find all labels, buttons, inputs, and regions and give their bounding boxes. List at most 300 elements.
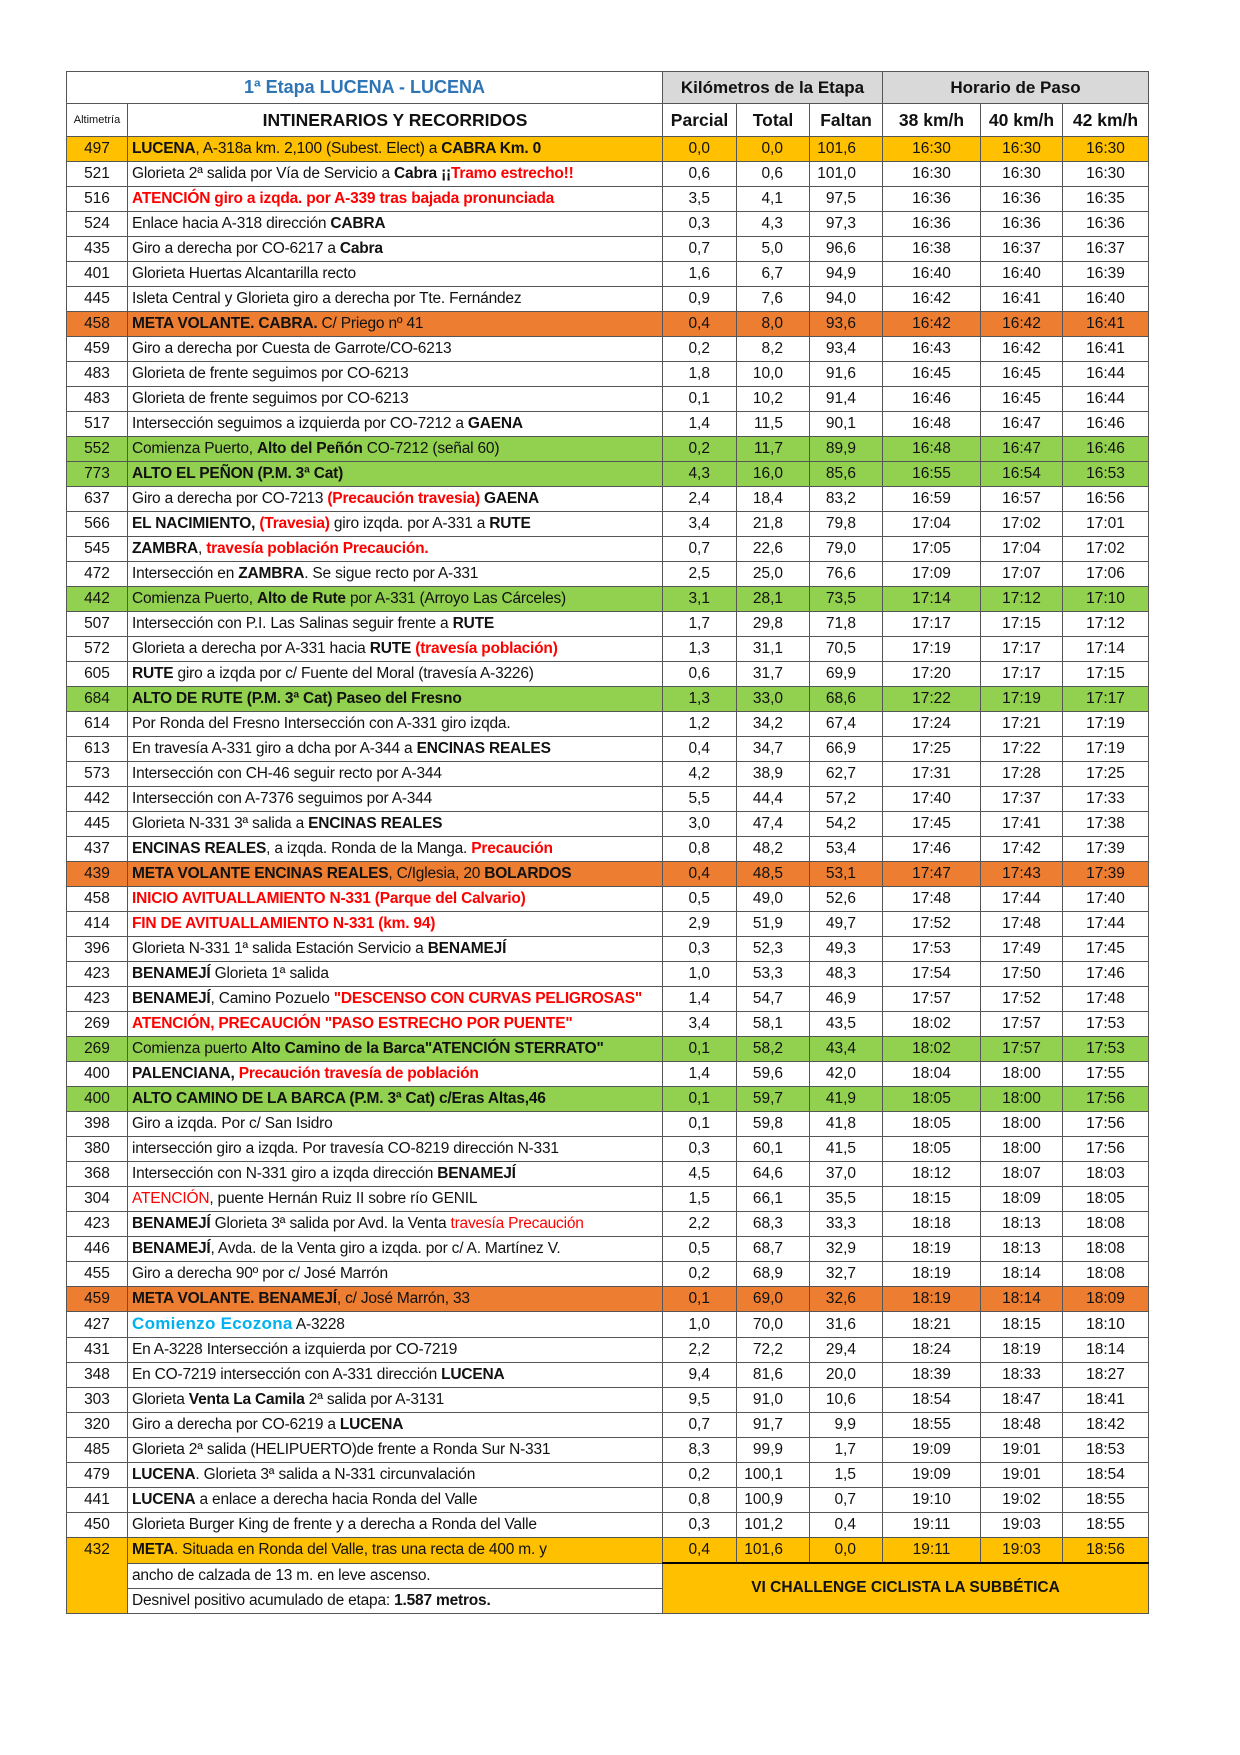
time-40-cell: 16:30 [981,137,1063,162]
description-segment: ATENCIÓN [132,1190,210,1207]
description-segment: META VOLANTE ENCINAS REALES [132,865,389,882]
total-cell: 91,0 [737,1388,810,1413]
parcial-cell: 0,7 [663,237,737,262]
description-cell [128,1187,663,1212]
description-cell [128,1012,663,1037]
description-cell [128,837,663,862]
description-segment: Giro a derecha por CO-7213 [132,490,328,507]
time-38-cell: 19:11 [883,1538,981,1564]
route-row [67,712,1149,737]
time-40-cell: 17:12 [981,587,1063,612]
route-row [67,1162,1149,1187]
total-cell: 7,6 [737,287,810,312]
time-38-cell: 17:40 [883,787,981,812]
time-40-cell: 16:36 [981,187,1063,212]
time-42-cell: 18:08 [1063,1212,1149,1237]
parcial-cell: 0,6 [663,162,737,187]
col-42kmh: 42 km/h [1063,104,1149,137]
altitude-cell: 497 [67,137,128,162]
time-38-cell: 18:05 [883,1112,981,1137]
faltan-cell: 57,2 [810,787,883,812]
route-row [67,787,1149,812]
description-cell [128,1388,663,1413]
faltan-cell: 10,6 [810,1388,883,1413]
description-segment: PALENCIANA, [132,1065,239,1082]
route-table [66,71,1149,1614]
parcial-cell: 0,3 [663,1137,737,1162]
description-segment: Glorieta N-331 1ª salida Estación Servicio a [132,940,428,957]
col-faltan: Faltan [810,104,883,137]
time-42-cell: 16:46 [1063,412,1149,437]
faltan-cell: 93,4 [810,337,883,362]
description-segment: , C/Iglesia, 20 [388,865,485,882]
description-cell [128,562,663,587]
description-segment: Giro a derecha 90º por c/ José Marrón [132,1265,388,1282]
time-42-cell: 18:14 [1063,1338,1149,1363]
route-row [67,1438,1149,1463]
parcial-cell: 1,4 [663,987,737,1012]
faltan-cell: 33,3 [810,1212,883,1237]
faltan-cell: 35,5 [810,1187,883,1212]
description-cell [128,362,663,387]
description-segment: Precaución [471,840,553,857]
time-38-cell: 18:05 [883,1137,981,1162]
faltan-cell: 79,8 [810,512,883,537]
time-42-cell: 16:41 [1063,337,1149,362]
time-42-cell: 17:19 [1063,712,1149,737]
time-42-cell: 17:01 [1063,512,1149,537]
route-row [67,312,1149,337]
description-segment: Glorieta 2ª salida por Vía de Servicio a [132,165,395,182]
parcial-cell: 4,3 [663,462,737,487]
faltan-cell: 0,0 [810,1538,883,1564]
description-segment: Intersección con P.I. Las Salinas seguir frente a [132,615,453,632]
parcial-cell: 3,4 [663,512,737,537]
description-segment: a enlace a derecha hacia Ronda del Valle [195,1491,478,1508]
altitude-cell: 401 [67,262,128,287]
time-40-cell: 17:22 [981,737,1063,762]
total-cell: 58,2 [737,1037,810,1062]
description-segment: , A-318a km. 2,100 (Subest. Elect) a [195,140,442,157]
time-40-cell: 18:19 [981,1338,1063,1363]
route-row [67,187,1149,212]
faltan-cell: 29,4 [810,1338,883,1363]
description-segment: CABRA Km. 0 [441,140,542,157]
description-segment: Cabra [339,240,383,257]
time-42-cell: 17:44 [1063,912,1149,937]
time-42-cell: 17:45 [1063,937,1149,962]
total-cell: 59,6 [737,1062,810,1087]
description-segment: Tramo estrecho!! [451,165,574,182]
description-segment: Isleta Central y Glorieta giro a derecha por Tte. Fernández [132,290,522,307]
time-38-cell: 16:55 [883,462,981,487]
finish-description-line3 [128,1588,663,1613]
description-segment: (Travesia) [259,515,330,532]
km-group-header: Kilómetros de la Etapa [663,72,883,104]
faltan-cell: 32,9 [810,1237,883,1262]
faltan-cell: 31,6 [810,1312,883,1338]
time-40-cell: 18:00 [981,1087,1063,1112]
time-42-cell: 16:30 [1063,137,1149,162]
altitude-cell: 566 [67,512,128,537]
faltan-cell: 53,4 [810,837,883,862]
total-cell: 48,2 [737,837,810,862]
total-cell: 34,7 [737,737,810,762]
time-38-cell: 17:52 [883,912,981,937]
description-segment: BENAMEJÍ [437,1165,516,1182]
altitude-cell: 450 [67,1513,128,1538]
time-42-cell: 17:33 [1063,787,1149,812]
route-row [67,1112,1149,1137]
time-38-cell: 17:48 [883,887,981,912]
parcial-cell: 3,5 [663,187,737,212]
total-cell: 101,2 [737,1513,810,1538]
time-42-cell: 18:53 [1063,1438,1149,1463]
time-38-cell: 16:45 [883,362,981,387]
description-segment: ALTO DE RUTE (P.M. 3ª Cat) Paseo del Fresno [132,690,462,707]
description-segment: por A-331 (Arroyo Las Cárceles) [345,590,567,607]
time-42-cell: 18:56 [1063,1538,1149,1564]
description-cell [128,912,663,937]
altitude-cell: 458 [67,312,128,337]
time-38-cell: 16:30 [883,162,981,187]
description-cell [128,812,663,837]
time-40-cell: 18:14 [981,1262,1063,1287]
faltan-cell: 71,8 [810,612,883,637]
description-segment: LUCENA [339,1416,404,1433]
total-cell: 101,6 [737,1538,810,1564]
parcial-cell: 0,4 [663,1538,737,1564]
faltan-cell: 0,4 [810,1513,883,1538]
route-row [67,862,1149,887]
description-cell [128,587,663,612]
parcial-cell: 1,2 [663,712,737,737]
route-row [67,762,1149,787]
parcial-cell: 1,0 [663,962,737,987]
parcial-cell: 0,2 [663,337,737,362]
route-row [67,137,1149,162]
time-42-cell: 17:56 [1063,1137,1149,1162]
faltan-cell: 41,5 [810,1137,883,1162]
parcial-cell: 1,3 [663,687,737,712]
altitude-cell: 516 [67,187,128,212]
altitude-cell: 614 [67,712,128,737]
parcial-cell: 3,1 [663,587,737,612]
description-segment: BENAMEJÍ [427,940,507,957]
description-segment: travesía Precaución [450,1215,584,1232]
route-row [67,1513,1149,1538]
route-row [67,1363,1149,1388]
description-segment: En CO-7219 intersección con A-331 dirección [132,1366,442,1383]
parcial-cell: 0,1 [663,1112,737,1137]
parcial-cell: 0,4 [663,737,737,762]
time-38-cell: 16:30 [883,137,981,162]
description-cell [128,937,663,962]
faltan-cell: 0,7 [810,1488,883,1513]
description-segment: (travesía población) [415,640,558,657]
time-42-cell: 18:55 [1063,1513,1149,1538]
description-segment: Intersección con N-331 giro a izqda dirección [132,1165,438,1182]
col-38kmh: 38 km/h [883,104,981,137]
finish-description-line2 [128,1563,663,1588]
altitude-cell: 414 [67,912,128,937]
altitude-cell: 442 [67,587,128,612]
time-38-cell: 17:46 [883,837,981,862]
time-40-cell: 16:45 [981,387,1063,412]
route-row [67,437,1149,462]
description-cell [128,1037,663,1062]
time-42-cell: 18:08 [1063,1237,1149,1262]
route-row [67,687,1149,712]
challenge-title: VI CHALLENGE CICLISTA LA SUBBÉTICA [663,1563,1149,1613]
description-segment: BENAMEJÍ [132,1240,211,1257]
description-segment: Giro a derecha por Cuesta de Garrote/CO-6213 [132,340,452,357]
route-row [67,162,1149,187]
faltan-cell: 53,1 [810,862,883,887]
time-42-cell: 17:06 [1063,562,1149,587]
altitude-cell: 439 [67,862,128,887]
parcial-cell: 5,5 [663,787,737,812]
route-row [67,512,1149,537]
description-segment: Glorieta [132,1391,189,1408]
description-segment: ancho de calzada de 13 m. en leve ascenso. [132,1566,431,1584]
description-segment: Intersección con CH-46 seguir recto por A-344 [132,765,442,782]
description-cell [128,637,663,662]
time-38-cell: 17:53 [883,937,981,962]
total-cell: 4,1 [737,187,810,212]
parcial-cell: 0,4 [663,862,737,887]
faltan-cell: 54,2 [810,812,883,837]
total-cell: 91,7 [737,1413,810,1438]
altitude-cell: 269 [67,1012,128,1037]
parcial-cell: 9,5 [663,1388,737,1413]
description-segment: ZAMBRA [132,540,198,557]
time-40-cell: 16:41 [981,287,1063,312]
total-cell: 60,1 [737,1137,810,1162]
description-cell [128,1338,663,1363]
description-segment: Giro a derecha por CO-6217 a [132,240,340,257]
altitude-cell: 400 [67,1087,128,1112]
description-segment: Venta La Camila [188,1391,305,1408]
altitude-cell: 400 [67,1062,128,1087]
time-38-cell: 16:36 [883,212,981,237]
time-40-cell: 18:47 [981,1388,1063,1413]
route-row [67,1463,1149,1488]
description-segment: META VOLANTE. CABRA. [132,315,318,332]
route-row [67,1012,1149,1037]
total-cell: 21,8 [737,512,810,537]
time-40-cell: 17:57 [981,1037,1063,1062]
finish-row-note [67,1563,1149,1588]
description-segment: C/ Priego nº 41 [317,315,424,332]
route-row [67,637,1149,662]
total-cell: 8,0 [737,312,810,337]
time-40-cell: 16:47 [981,437,1063,462]
altitude-cell: 684 [67,687,128,712]
description-cell [128,487,663,512]
route-row [67,337,1149,362]
time-40-cell: 16:57 [981,487,1063,512]
description-segment: ALTO CAMINO DE LA BARCA (P.M. 3ª Cat) c/Eras Altas,46 [132,1090,546,1107]
time-40-cell: 18:00 [981,1137,1063,1162]
description-segment: Glorieta N-331 3ª salida a [132,815,309,832]
total-cell: 49,0 [737,887,810,912]
altitude-cell: 572 [67,637,128,662]
route-row [67,1287,1149,1312]
description-cell [128,987,663,1012]
time-40-cell: 16:36 [981,212,1063,237]
parcial-cell: 0,6 [663,662,737,687]
time-38-cell: 17:05 [883,537,981,562]
time-40-cell: 17:15 [981,612,1063,637]
time-40-cell: 17:49 [981,937,1063,962]
total-cell: 68,3 [737,1212,810,1237]
faltan-cell: 1,7 [810,1438,883,1463]
time-40-cell: 19:03 [981,1513,1063,1538]
parcial-cell: 2,5 [663,562,737,587]
time-38-cell: 17:45 [883,812,981,837]
description-cell [128,737,663,762]
altitude-cell: 442 [67,787,128,812]
parcial-cell: 1,3 [663,637,737,662]
description-segment: CO-7212 (señal 60) [362,440,500,457]
time-40-cell: 17:21 [981,712,1063,737]
parcial-cell: 0,3 [663,212,737,237]
time-40-cell: 18:00 [981,1062,1063,1087]
time-38-cell: 18:19 [883,1287,981,1312]
faltan-cell: 97,5 [810,187,883,212]
time-38-cell: 16:36 [883,187,981,212]
time-42-cell: 17:19 [1063,737,1149,762]
description-segment: ATENCIÓN giro a izqda. por A-339 tras bajada pronunciada [132,190,555,207]
description-segment: Glorieta 3ª salida por Avd. la Venta [210,1215,451,1232]
time-40-cell: 18:15 [981,1312,1063,1338]
description-cell [128,1513,663,1538]
description-segment: Glorieta Burger King de frente y a derecha a Ronda del Valle [132,1516,537,1533]
altitude-cell: 320 [67,1413,128,1438]
route-row [67,812,1149,837]
time-38-cell: 18:19 [883,1262,981,1287]
time-40-cell: 16:47 [981,412,1063,437]
time-40-cell: 17:50 [981,962,1063,987]
total-cell: 11,5 [737,412,810,437]
time-38-cell: 17:24 [883,712,981,737]
time-40-cell: 17:17 [981,662,1063,687]
time-40-cell: 18:13 [981,1212,1063,1237]
description-cell [128,687,663,712]
route-row [67,1187,1149,1212]
description-cell [128,1162,663,1187]
description-segment: META [132,1541,174,1559]
faltan-cell: 91,6 [810,362,883,387]
total-cell: 6,7 [737,262,810,287]
description-cell [128,1312,663,1338]
altitude-cell: 485 [67,1438,128,1463]
total-cell: 70,0 [737,1312,810,1338]
time-42-cell: 16:56 [1063,487,1149,512]
description-cell [128,1112,663,1137]
time-38-cell: 16:59 [883,487,981,512]
faltan-cell: 32,6 [810,1287,883,1312]
altitude-cell: 773 [67,462,128,487]
time-38-cell: 18:55 [883,1413,981,1438]
time-42-cell: 18:08 [1063,1262,1149,1287]
time-42-cell: 17:53 [1063,1012,1149,1037]
route-row [67,212,1149,237]
route-row [67,1087,1149,1112]
time-42-cell: 17:12 [1063,612,1149,637]
route-row [67,1212,1149,1237]
route-row [67,737,1149,762]
total-cell: 8,2 [737,337,810,362]
description-cell [128,412,663,437]
parcial-cell: 0,8 [663,1488,737,1513]
description-segment: Glorieta de frente seguimos por CO-6213 [132,390,409,407]
description-segment: CABRA [330,215,386,232]
description-cell [128,312,663,337]
description-cell [128,1287,663,1312]
parcial-cell: 0,1 [663,1037,737,1062]
total-cell: 100,9 [737,1488,810,1513]
total-cell: 34,2 [737,712,810,737]
description-segment: , c/ José Marrón, 33 [336,1290,470,1307]
parcial-cell: 1,7 [663,612,737,637]
altitude-cell: 459 [67,1287,128,1312]
faltan-cell: 1,5 [810,1463,883,1488]
route-row [67,912,1149,937]
description-cell [128,162,663,187]
altitude-cell: 521 [67,162,128,187]
time-40-cell: 17:57 [981,1012,1063,1037]
description-segment: giro a izqda por c/ Fuente del Moral (travesía A-3226) [173,665,534,682]
description-segment: ALTO EL PEÑON (P.M. 3ª Cat) [132,465,344,482]
route-row [67,387,1149,412]
parcial-cell: 0,7 [663,537,737,562]
total-cell: 52,3 [737,937,810,962]
altitude-cell: 427 [67,1312,128,1338]
time-38-cell: 17:25 [883,737,981,762]
time-40-cell: 16:42 [981,312,1063,337]
altitude-cell: 545 [67,537,128,562]
col-altimetria: Altimetría [67,104,128,137]
route-row [67,1388,1149,1413]
faltan-cell: 73,5 [810,587,883,612]
description-segment: Enlace hacia A-318 dirección [132,215,331,232]
finish-row [67,1538,1149,1564]
altitude-cell: 432 [67,1538,128,1614]
altitude-cell: 423 [67,987,128,1012]
route-row [67,1488,1149,1513]
altitude-cell: 455 [67,1262,128,1287]
total-cell: 33,0 [737,687,810,712]
parcial-cell: 1,6 [663,262,737,287]
time-40-cell: 16:40 [981,262,1063,287]
parcial-cell: 0,3 [663,1513,737,1538]
time-38-cell: 17:57 [883,987,981,1012]
altitude-cell: 441 [67,1488,128,1513]
description-segment: Comienza Puerto, [132,440,257,457]
description-segment: META VOLANTE. BENAMEJÍ [132,1290,337,1307]
description-segment: INICIO AVITUALLAMIENTO N-331 (Parque del Calvario) [132,890,526,907]
col-40kmh: 40 km/h [981,104,1063,137]
parcial-cell: 0,1 [663,1287,737,1312]
description-segment: Comienzo Ecozona [132,1314,293,1333]
col-parcial: Parcial [663,104,737,137]
time-38-cell: 17:20 [883,662,981,687]
description-cell [128,1262,663,1287]
time-40-cell: 17:19 [981,687,1063,712]
description-segment: , Avda. de la Venta giro a izqda. por c/ A. Martínez V. [210,1240,561,1257]
